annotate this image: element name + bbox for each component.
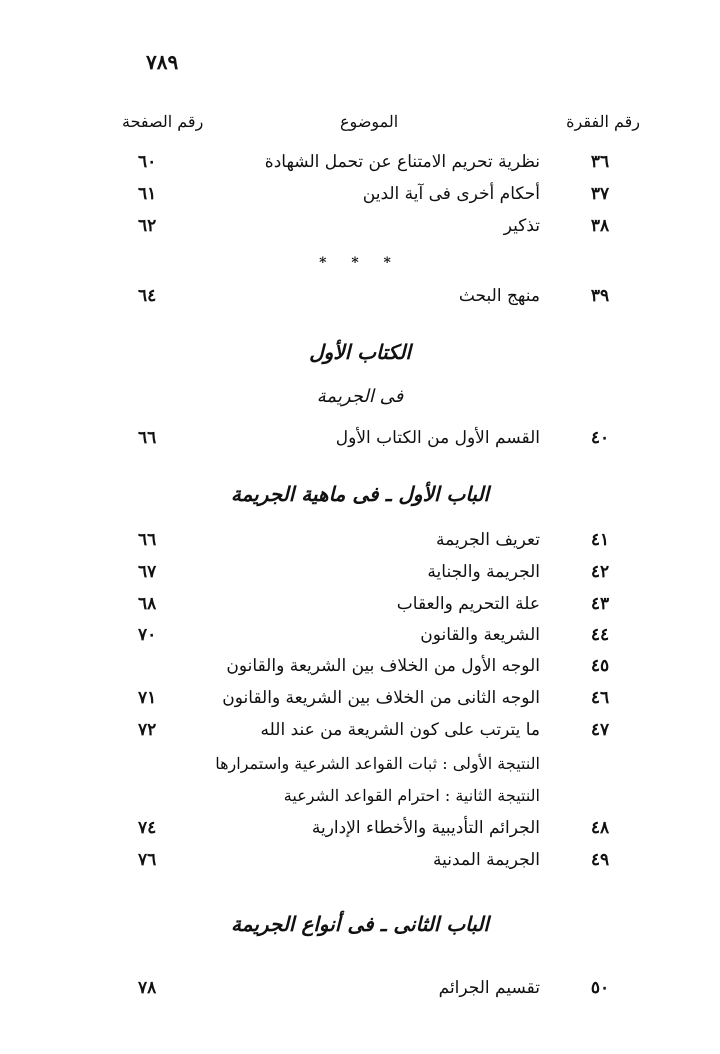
- page-ref: ٧٠: [138, 625, 157, 645]
- page-ref: ٧٦: [138, 850, 157, 870]
- toc-row: [0, 562, 720, 592]
- page-ref: ٦٦: [138, 428, 157, 448]
- page-ref: ٧٢: [138, 720, 157, 740]
- page-ref: ٧١: [138, 688, 157, 708]
- paragraph-number: ٤٥: [590, 656, 610, 676]
- chapter-two-title: الباب الثانى ـ فى أنواع الجريمة: [231, 912, 489, 936]
- page-ref: ٦٦: [138, 530, 157, 550]
- book-subtitle: فى الجريمة: [316, 386, 404, 407]
- page-ref: ٧٤: [138, 818, 157, 838]
- paragraph-number: ٣٩: [590, 286, 610, 306]
- book-title: الكتاب الأول: [309, 340, 411, 364]
- paragraph-number: ٤٣: [590, 594, 610, 614]
- page-number: ٧٨٩: [146, 50, 179, 74]
- page-ref: ٧٨: [138, 978, 157, 998]
- topic-title: الجريمة والجناية: [427, 562, 540, 582]
- toc-row: [0, 152, 720, 182]
- paragraph-number: ٤٦: [590, 688, 610, 708]
- page-ref: ٦٠: [138, 152, 157, 172]
- toc-row: [0, 818, 720, 848]
- toc-row: [0, 720, 720, 750]
- paragraph-number: ٤١: [590, 530, 610, 550]
- sub-entry: النتيجة الأولى : ثبات القواعد الشرعية واستمرارها: [215, 754, 540, 773]
- paragraph-number: ٣٦: [590, 152, 610, 172]
- paragraph-number: ٤٩: [590, 850, 610, 870]
- paragraph-number: ٤٠: [590, 428, 610, 448]
- topic-title: نظرية تحريم الامتناع عن تحمل الشهادة: [264, 152, 540, 172]
- paragraph-column-header: رقم الفقرة: [566, 112, 640, 131]
- table-header: [0, 112, 720, 142]
- toc-row: [0, 850, 720, 880]
- topic-title: الجرائم التأديبية والأخطاء الإدارية: [311, 818, 540, 838]
- topic-title: ما يترتب على كون الشريعة من عند الله: [260, 720, 540, 740]
- toc-row: [0, 656, 720, 686]
- toc-row: [0, 286, 720, 316]
- toc-row: [0, 184, 720, 214]
- page-ref: ٦٢: [138, 216, 157, 236]
- chapter-one-title: الباب الأول ـ فى ماهية الجريمة: [230, 482, 490, 506]
- topic-title: علة التحريم والعقاب: [396, 594, 540, 614]
- toc-row: [0, 688, 720, 718]
- topic-title: تقسيم الجرائم: [438, 978, 540, 998]
- topic-title: الشريعة والقانون: [420, 625, 540, 645]
- topic-title: القسم الأول من الكتاب الأول: [335, 428, 540, 448]
- page-column-header: رقم الصفحة: [122, 112, 204, 131]
- toc-row: [0, 216, 720, 246]
- topic-title: الوجه الثانى من الخلاف بين الشريعة والقانون: [222, 688, 540, 708]
- toc-row: [0, 530, 720, 560]
- paragraph-number: ٤٧: [590, 720, 610, 740]
- page-ref: ٦١: [138, 184, 157, 204]
- section-separator: * * *: [319, 255, 401, 271]
- paragraph-number: ٤٤: [590, 625, 610, 645]
- page-ref: ٦٧: [138, 562, 157, 582]
- topic-title: تعريف الجريمة: [436, 530, 540, 550]
- topic-title: منهج البحث: [458, 286, 540, 306]
- sub-entry: النتيجة الثانية : احترام القواعد الشرعية: [283, 786, 540, 805]
- topic-title: أحكام أخرى فى آية الدين: [362, 184, 540, 204]
- paragraph-number: ٣٧: [590, 184, 610, 204]
- paragraph-number: ٤٨: [590, 818, 610, 838]
- paragraph-number: ٤٢: [590, 562, 610, 582]
- toc-row: [0, 625, 720, 655]
- paragraph-number: ٥٠: [590, 978, 610, 998]
- toc-row: [0, 428, 720, 458]
- topic-title: الجريمة المدنية: [433, 850, 540, 870]
- topic-title: تذكير: [503, 216, 540, 236]
- topic-title: الوجه الأول من الخلاف بين الشريعة والقانون: [226, 656, 540, 676]
- toc-row: [0, 594, 720, 624]
- page-ref: ٦٤: [138, 286, 157, 306]
- paragraph-number: ٣٨: [590, 216, 610, 236]
- page-ref: ٦٨: [138, 594, 157, 614]
- toc-row: [0, 978, 720, 1008]
- topic-column-header: الموضوع: [340, 112, 399, 131]
